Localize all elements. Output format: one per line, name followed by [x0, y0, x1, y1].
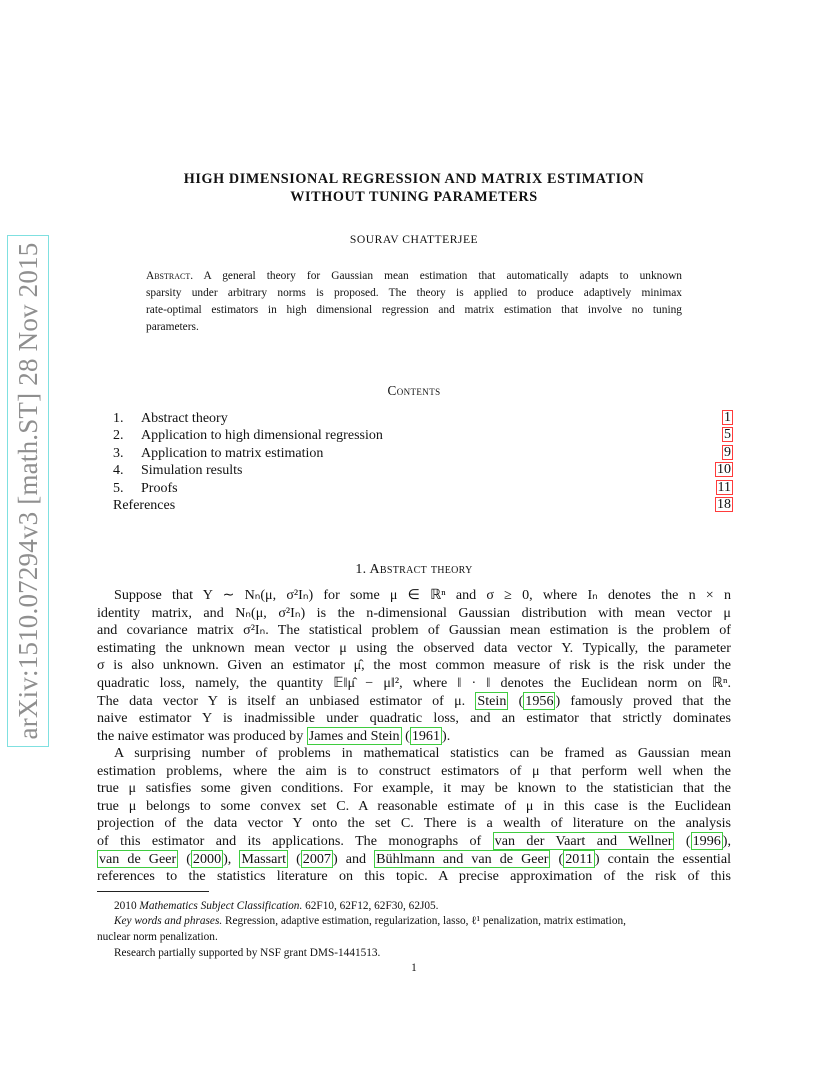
abstract-label: Abstract. — [146, 270, 194, 282]
toc-page-link[interactable]: 5 — [724, 427, 731, 443]
footnote-grant: Research partially supported by NSF grant DMS-1441513. — [114, 947, 381, 959]
citation-year-link[interactable]: 2000 — [192, 850, 222, 867]
citation-link[interactable]: Bühlmann and van de Geer — [376, 850, 549, 867]
text-fragment: ). — [442, 727, 451, 744]
toc-number: 3. — [113, 445, 124, 461]
toc-page-link[interactable]: 10 — [717, 462, 731, 478]
citation-year-link[interactable]: 2007 — [302, 850, 331, 867]
author: SOURAV CHATTERJEE — [349, 233, 479, 246]
text-line: references to the statistics literature on this topic. A precise approximation of the risk of this — [97, 868, 731, 885]
paper-title-line1: HIGH DIMENSIONAL REGRESSION AND MATRIX ESTIMATION — [183, 171, 645, 187]
keywords-value: Regression, adaptive estimation, regularization, lasso, ℓ¹ penalization, matrix estimation, — [225, 915, 626, 927]
abstract-line: sparsity under arbitrary norms is proposed. The theory is applied to produce adaptively minimax — [146, 287, 682, 299]
text-fragment: of this estimator and its applications. The monographs of — [97, 832, 493, 849]
citation-link[interactable]: van de Geer — [99, 850, 177, 867]
text-line: projection of the data vector Y onto the set C. There is a wealth of literature on the analysis — [97, 815, 731, 832]
toc-label: Application to matrix estimation — [141, 445, 324, 461]
arxiv-identifier[interactable]: arXiv:1510.07294v3 [math.ST] 28 Nov 2015 — [8, 236, 48, 746]
section-title: 1. Abstract theory — [355, 562, 473, 577]
footnote-msc — [97, 899, 731, 915]
toc-number: 2. — [113, 428, 124, 444]
footnote-keywords — [97, 914, 731, 930]
keywords-label: Key words and phrases. — [114, 915, 223, 927]
paragraph-2 — [97, 745, 731, 886]
text-fragment: ( — [401, 727, 410, 744]
text-line — [97, 728, 731, 746]
text-line: naive estimator Y is inadmissible under quadratic loss, and an estimator that strictly dominates — [97, 710, 731, 727]
toc-entry[interactable] — [113, 427, 733, 444]
toc-page-link[interactable]: 9 — [724, 444, 731, 460]
text-line: quadratic loss, namely, the quantity 𝔼‖μ̂ − μ‖², where ‖ · ‖ denotes the Euclidean norm on ℝⁿ. — [97, 674, 731, 691]
text-line: true μ belongs to some convex set C. A reasonable estimate of μ in this case is the Euclidean — [97, 797, 731, 814]
citation-year-link[interactable]: 1996 — [692, 832, 721, 849]
arxiv-stamp — [8, 236, 48, 746]
toc-entry[interactable] — [113, 445, 733, 462]
text-fragment: ) famously proved that the — [555, 692, 731, 709]
msc-year: 2010 — [114, 900, 137, 912]
toc-number: 5. — [113, 480, 124, 496]
citation-link[interactable]: Massart — [241, 850, 287, 867]
section-heading — [100, 562, 728, 578]
abstract-line: parameters. — [146, 321, 199, 333]
toc-page-link[interactable]: 11 — [717, 479, 731, 495]
toc-number: 1. — [113, 411, 124, 426]
citation-link[interactable]: Stein — [477, 692, 507, 709]
abstract-line — [146, 268, 682, 285]
toc-page-link[interactable]: 1 — [724, 410, 731, 425]
abstract-text: A general theory for Gaussian mean estimation that automatically adapts to unknown — [203, 270, 682, 282]
text-fragment: the naive estimator was produced by — [97, 727, 307, 744]
paragraph-1 — [97, 587, 731, 745]
text-line: A surprising number of problems in mathematical statistics can be framed as Gaussian mean — [114, 745, 731, 761]
toc-label: Simulation results — [141, 463, 243, 479]
text-line: estimation problems, where the aim is to construct estimators of μ that perform well when the — [97, 762, 731, 779]
text-line: of this estimator and its applications. The monographs of van der Vaart and Wellner ( 1996 ), — [97, 832, 731, 849]
text-line: estimating the unknown mean vector μ using the observed data vector Y. Typically, the parameter — [97, 639, 731, 656]
text-line: Suppose that Y ∼ Nₙ(μ, σ²Iₙ) for some μ ∈ ℝⁿ and σ ≥ 0, where Iₙ denotes the n × n — [114, 587, 731, 603]
text-line: true μ satisfies some given conditions. For example, it may be known to the statistician that the — [97, 780, 731, 797]
toc-label: Abstract theory — [141, 411, 228, 426]
footnote-rule — [97, 891, 209, 892]
page-number: 1 — [411, 962, 417, 974]
toc-label: Application to high dimensional regression — [141, 428, 383, 444]
text-fragment: ( — [508, 692, 524, 709]
text-line: van de Geer ( 2000 ), Massart ( 2007 ) and Bühlmann and van de Geer ( 2011 ) contain the essential — [99, 850, 732, 867]
table-of-contents — [113, 410, 733, 514]
text-line: and covariance matrix σ²Iₙ. The statistical problem of Gaussian mean estimation is the problem of — [97, 622, 731, 639]
toc-entry[interactable] — [113, 497, 733, 514]
text-fragment: ) contain the essential — [594, 850, 732, 867]
toc-entry[interactable] — [113, 410, 733, 427]
text-fragment: The data vector Y is itself an unbiased estimator of μ. — [97, 692, 476, 709]
toc-label: References — [113, 497, 176, 513]
toc-entry[interactable] — [113, 462, 733, 479]
paper-title-line2: WITHOUT TUNING PARAMETERS — [290, 189, 538, 205]
citation-year-link[interactable]: 2011 — [565, 850, 593, 867]
citation-year-link[interactable]: 1961 — [411, 727, 440, 744]
msc-label: Mathematics Subject Classification. — [139, 900, 303, 912]
toc-page-link[interactable]: 18 — [717, 496, 731, 512]
msc-value: 62F10, 62F12, 62F30, 62J05. — [305, 900, 439, 912]
abstract — [146, 268, 682, 336]
abstract-line: rate-optimal estimators in high dimensional regression and matrix estimation that involve no tuning — [146, 304, 682, 316]
text-line: identity matrix, and Nₙ(μ, σ²Iₙ) is the n-dimensional Gaussian distribution with mean vector μ — [97, 604, 731, 621]
toc-label: Proofs — [141, 480, 178, 496]
text-line: σ is also unknown. Given an estimator μ̂, the most common measure of risk is the risk under the — [97, 657, 731, 674]
toc-entry[interactable] — [113, 480, 733, 497]
citation-link[interactable]: James and Stein — [308, 727, 400, 744]
contents-heading: Contents — [387, 383, 441, 398]
toc-number: 4. — [113, 463, 124, 479]
text-line — [97, 693, 731, 711]
footnote-keywords-cont: nuclear norm penalization. — [97, 931, 218, 943]
citation-year-link[interactable]: 1956 — [525, 692, 554, 709]
citation-link[interactable]: van der Vaart and Wellner — [494, 832, 673, 849]
